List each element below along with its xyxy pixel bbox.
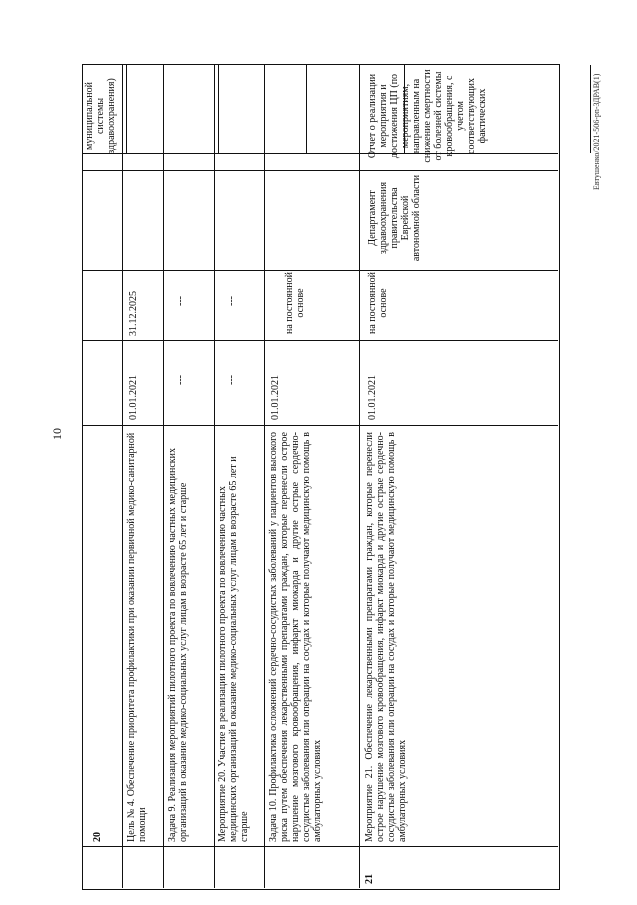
end-date: 31.12.2025 (128, 291, 139, 336)
start-date: 01.01.2021 (367, 375, 378, 420)
start-date: --- (226, 375, 237, 385)
result-cell (590, 65, 637, 153)
responsible-department: Департамент здравоохранения правительства Еврейской автономной области (367, 174, 422, 262)
end-date: на постоянной основе (367, 271, 389, 335)
end-date: на постоянной основе (284, 271, 306, 335)
end-date: --- (175, 296, 186, 306)
row-number: 20 (92, 832, 103, 842)
start-date: --- (175, 375, 186, 385)
start-date: 01.01.2021 (270, 375, 281, 420)
result-text: муниципальной системы здравоохранения) (84, 78, 117, 154)
end-date: --- (226, 296, 237, 306)
result-text: Отчет о реализации мероприятия и достижения ЦП (по мероприятиям, направленным на снижение смертности от болезней системы кровообращения, с учетом соответствующих фактических (367, 69, 488, 163)
measure-20-text: Мероприятие 20. Участие в реализации пилотного проекта по вовлечению частных медицинских организаций в оказание медико-социальных услуг лицам в возрасте 65 лет и старше (217, 456, 250, 842)
document-code: Евтушенко/2021-506-pn-ЗДРАВ(1) (592, 73, 601, 190)
page-number: 10 (50, 428, 64, 440)
row-number: 21 (364, 874, 375, 884)
task-10-text: Задача 10. Профилактика осложнений сердечно-сосудистых заболеваний у пациентов высокого риска путем обеспечения лекарственными препаратами граждан, которые перенесли острое нарушение мозгового кровообращения, инфаркт миокарда и другие острые сердечно-сосудистые заболевания или операции на сосудах и которые получают медицинскую помощь в амбулаторных условиях (268, 432, 323, 842)
goal-4-text: Цель № 4. Обеспечение приоритета профилактики при оказании первичной медико-санитарной помощи (126, 432, 148, 842)
task-9-text: Задача 9. Реализация мероприятий пилотного проекта по вовлечению частных медицинских организаций в оказание медико-социальных услуг лицам в возрасте 65 лет и старше (167, 448, 189, 842)
start-date: 01.01.2021 (128, 375, 139, 420)
measure-21-text: Мероприятие 21. Обеспечение лекарственными препаратами граждан, которые перенесли острое нарушение мозгового кровообращения, инфаркт миокарда и другие острые сердечно-сосудистые заболевания или операции на сосудах и которые получают медицинскую помощь в амбулаторных условиях (364, 432, 408, 842)
